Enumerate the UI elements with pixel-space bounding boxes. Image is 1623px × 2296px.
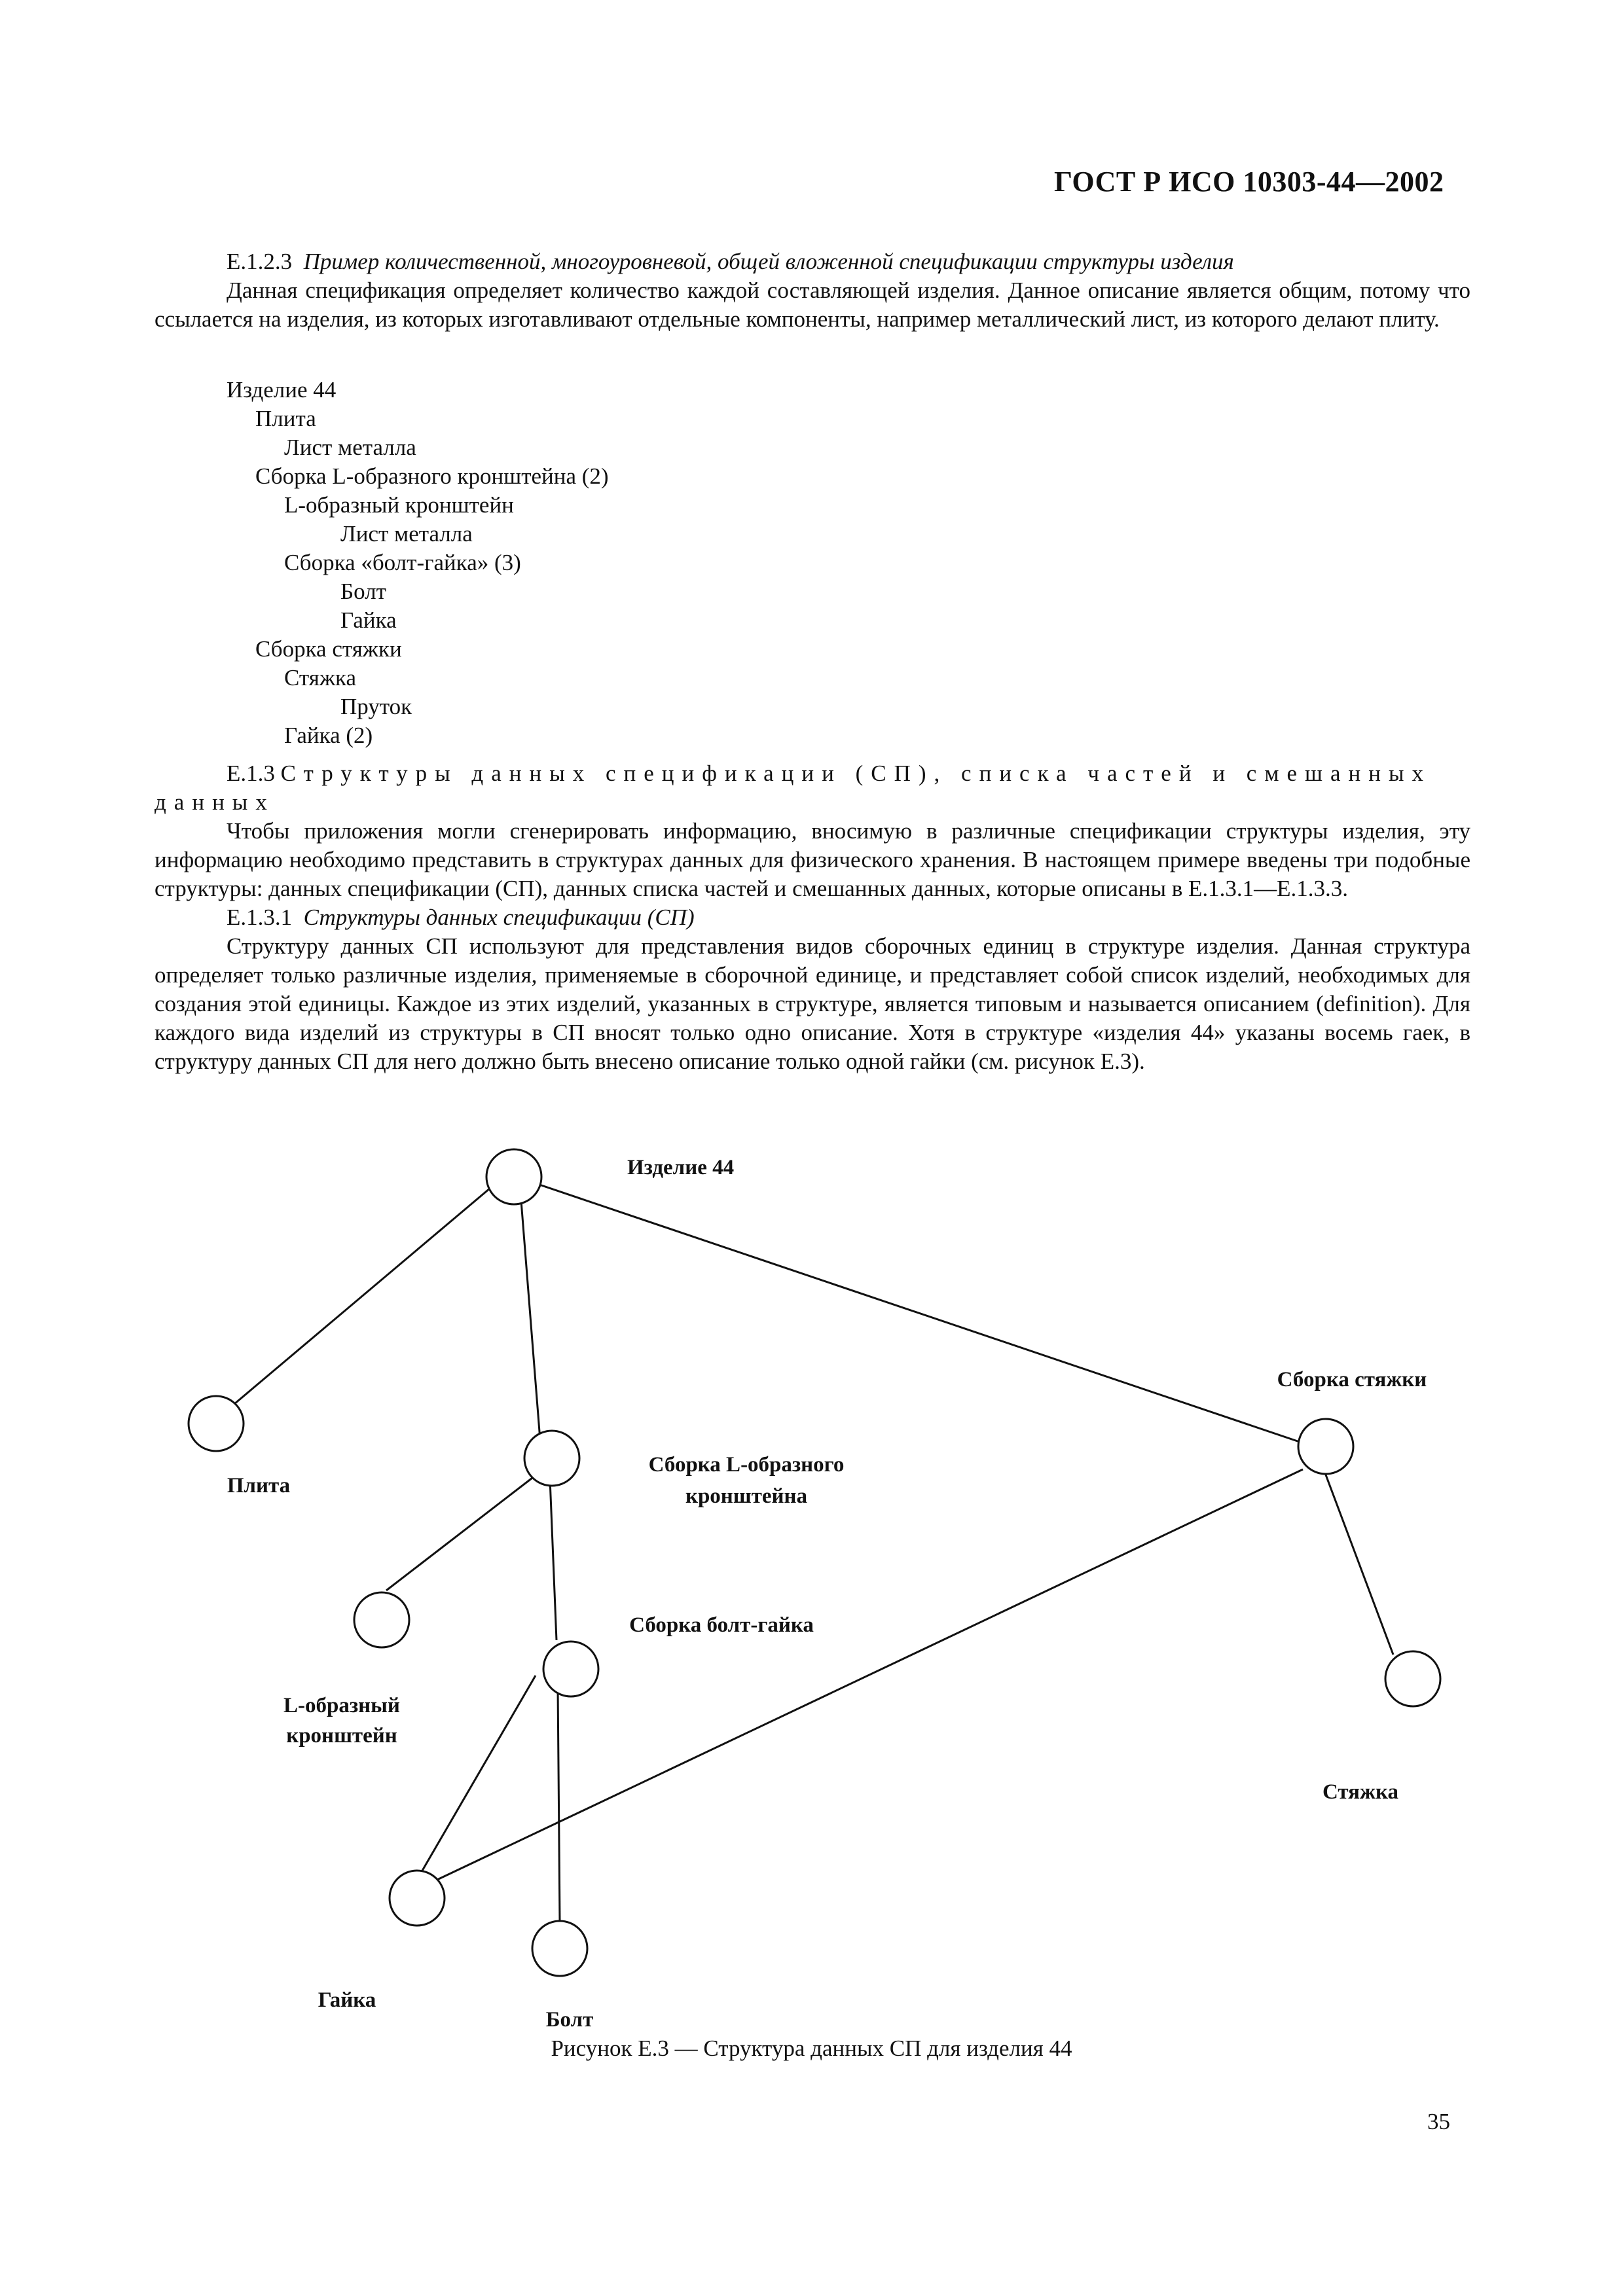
label-sborka-styazhki: Сборка стяжки (1277, 1368, 1427, 1391)
section-e123-title: Пример количественной, многоуровневой, общей вложенной спецификации структуры изделия (303, 249, 1234, 274)
node-sborka-bolt-gaika (543, 1641, 598, 1696)
tree-item-9: Сборка стяжки (255, 636, 402, 662)
section-e13-title-line2: данных (155, 789, 275, 815)
diagram-edges (234, 1183, 1393, 1922)
section-e123 (155, 247, 1470, 334)
label-l-kronshtein-line1: L-образный (283, 1694, 400, 1717)
tree-item-8: Гайка (340, 607, 397, 633)
label-plita: Плита (227, 1474, 291, 1498)
node-styazhka (1385, 1651, 1440, 1706)
edge-sborka-styazhki-styazhka (1322, 1466, 1393, 1655)
node-sborka-l-kronshteina (524, 1431, 579, 1486)
section-e123-heading (155, 247, 1470, 276)
label-styazhka: Стяжка (1322, 1780, 1398, 1804)
node-izdelie-44 (486, 1149, 541, 1204)
tree-item-11: Пруток (340, 694, 412, 719)
section-e131-heading (155, 903, 1470, 932)
tree-item-1: Плита (255, 406, 316, 431)
node-plita (189, 1396, 244, 1451)
tree-item-6: Сборка «болт-гайка» (3) (284, 550, 521, 575)
section-e13-number: Е.1.3 (227, 761, 275, 786)
figure-e3-diagram (0, 1113, 1623, 2029)
edge-sborka-l-sborka-bolt (550, 1479, 556, 1640)
section-e131-paragraph: Структуру данных СП используют для представления видов сборочных единиц в структуре изделия. Данная структура определяет только различные изделия, применяемые в сборочной единице, и представляет собой список изделий, необходимых для создания этой единицы. Каждое из этих изделий, указанных в структуре, является типовым и называется описанием (definition). Для каждого вида изделий из структуры в СП вносят только одно описание. Хотя в структуре «изделия 44» указаны восемь гаек, в структуру данных СП для него должно быть внесено описание только одной гайки (см. рисунок Е.3). (155, 933, 1470, 1074)
tree-item-4: L-образный кронштейн (284, 492, 514, 518)
edge-izdelie-sborka-l (520, 1193, 540, 1440)
section-e123-paragraph: Данная спецификация определяет количество каждой составляющей изделия. Данное описание является общим, потому что ссылается на изделия, из которых изготавливают отдельные компоненты, например металлический лист, из которого делают плиту. (155, 278, 1470, 332)
tree-item-10: Стяжка (284, 665, 357, 691)
diagram-nodes (189, 1149, 1440, 1976)
tree-item-3: Сборка L-образного кронштейна (2) (255, 463, 609, 489)
section-e13-heading (155, 759, 1470, 788)
document-header: ГОСТ Р ИСО 10303-44—2002 (1054, 166, 1444, 198)
section-e131-title: Структуры данных спецификации (СП) (303, 905, 695, 930)
node-l-kronshtein (354, 1592, 409, 1647)
section-e123-number: Е.1.2.3 (227, 249, 293, 274)
section-e13-paragraph: Чтобы приложения могли сгенерировать информацию, вносимую в различные спецификации структуры изделия, эту информацию необходимо представить в структурах данных для физического хранения. В настоящем примере введены три подобные структуры: данных спецификации (СП), данных списка частей и смешанных данных, которые описаны в Е.1.3.1—Е.1.3.3. (155, 818, 1470, 901)
edge-izdelie-sborka-styazhki (536, 1183, 1300, 1442)
label-gaika: Гайка (318, 1988, 376, 2012)
edge-sborka-l-l-kronshtein (386, 1476, 535, 1590)
section-e13 (155, 759, 1470, 1076)
node-bolt (532, 1921, 587, 1976)
figure-caption: Рисунок Е.3 — Структура данных СП для изделия 44 (551, 2036, 1072, 2061)
tree-item-7: Болт (340, 579, 386, 604)
label-sborka-bolt-gaika: Сборка болт-гайка (629, 1613, 814, 1637)
label-izdelie-44: Изделие 44 (627, 1156, 735, 1179)
label-sborka-l-line2: кронштейна (685, 1484, 808, 1508)
node-gaika (390, 1871, 445, 1926)
label-sborka-l-line1: Сборка L-образного (648, 1453, 845, 1477)
label-l-kronshtein-line2: кронштейн (286, 1724, 397, 1748)
edge-izdelie-plita (234, 1185, 494, 1404)
section-e13-title: Структуры данных спецификации (СП), списка частей и смешанных (280, 761, 1431, 786)
node-sborka-styazhki (1298, 1419, 1353, 1474)
tree-item-2: Лист металла (284, 435, 416, 460)
tree-item-0: Изделие 44 (227, 377, 337, 403)
page-number: 35 (1427, 2109, 1450, 2134)
edge-sborka-bolt-bolt (558, 1687, 560, 1922)
tree-item-5: Лист металла (340, 521, 473, 547)
label-bolt: Болт (545, 2008, 594, 2029)
section-e131-number: Е.1.3.1 (227, 905, 293, 930)
tree-item-12: Гайка (2) (284, 723, 373, 748)
